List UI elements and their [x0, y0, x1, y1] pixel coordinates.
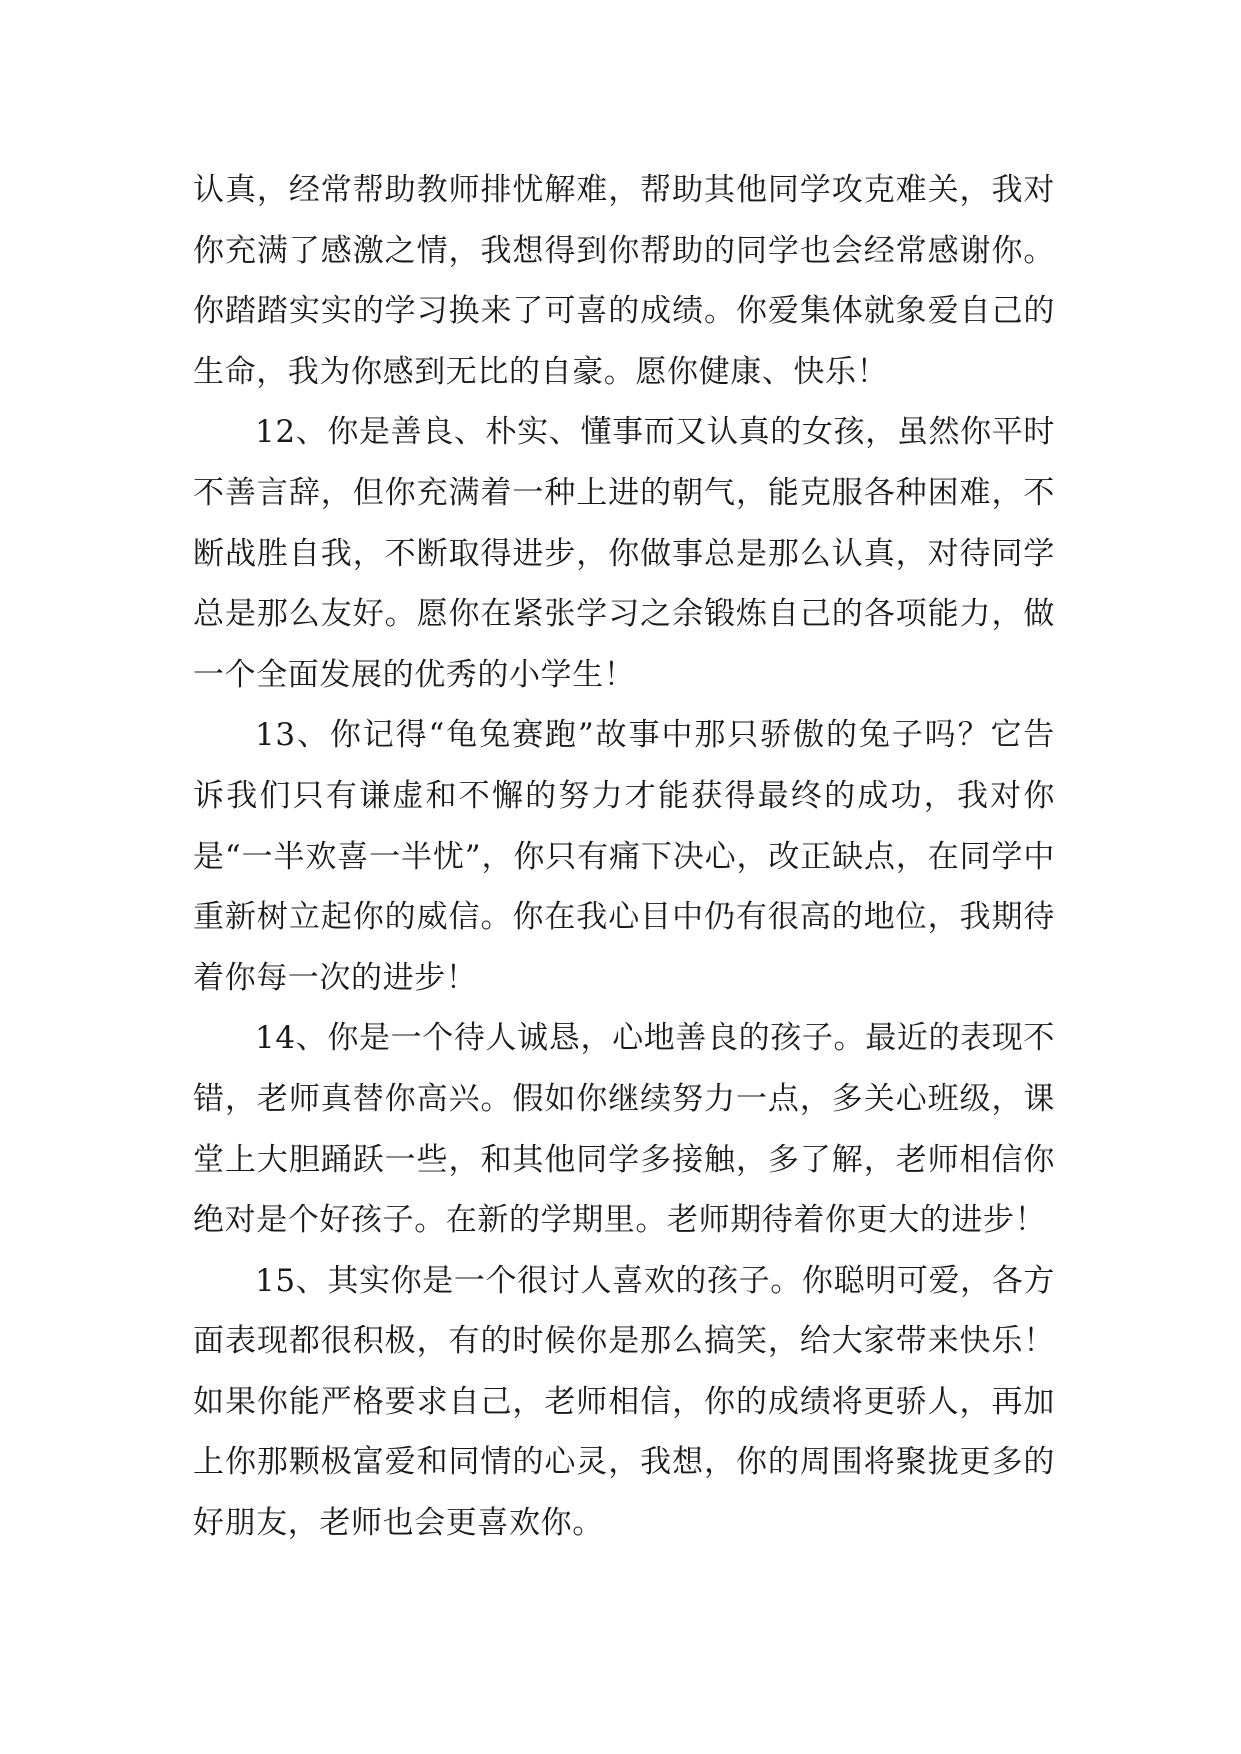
paragraph-comment-15: 15、其实你是一个很讨人喜欢的孩子。你聪明可爱，各方面表现都很积极，有的时候你是那么搞笑，给大家带来快乐！如果你能严格要求自己，老师相信，你的成绩将更骄人，再加上你那颗极富爱和同情的心灵，我想，你的周围将聚拢更多的好朋友，老师也会更喜欢你。: [193, 1262, 1055, 1542]
paragraph-comment-12: 12、你是善良、朴实、懂事而又认真的女孩，虽然你平时不善言辞，但你充满着一种上进的朝气，能克服各种困难，不断战胜自我，不断取得进步，你做事总是那么认真，对待同学总是那么友好。愿你在紧张学习之余锻炼自己的各项能力，做一个全面发展的优秀的小学生！: [193, 414, 1055, 693]
paragraph-comment-13: 13、你记得“龟兔赛跑”故事中那只骄傲的兔子吗？它告诉我们只有谦虚和不懈的努力才能获得最终的成功，我对你是“一半欢喜一半忧”，你只有痛下决心，改正缺点，在同学中重新树立起你的威信。你在我心目中仍有很高的地位，我期待着你每一次的进步！: [193, 717, 1055, 996]
document-body: [193, 160, 1055, 1554]
paragraph-continuation: 认真，经常帮助教师排忧解难，帮助其他同学攻克难关，我对你充满了感激之情，我想得到你帮助的同学也会经常感谢你。你踏踏实实的学习换来了可喜的成绩。你爱集体就象爱自己的生命，我为你感到无比的自豪。愿你健康、快乐！: [193, 172, 1055, 390]
paragraph-comment-14: 14、你是一个待人诚恳，心地善良的孩子。最近的表现不错，老师真替你高兴。假如你继续努力一点，多关心班级，课堂上大胆踊跃一些，和其他同学多接触，多了解，老师相信你绝对是个好孩子。在新的学期里。老师期待着你更大的进步！: [193, 1020, 1055, 1239]
